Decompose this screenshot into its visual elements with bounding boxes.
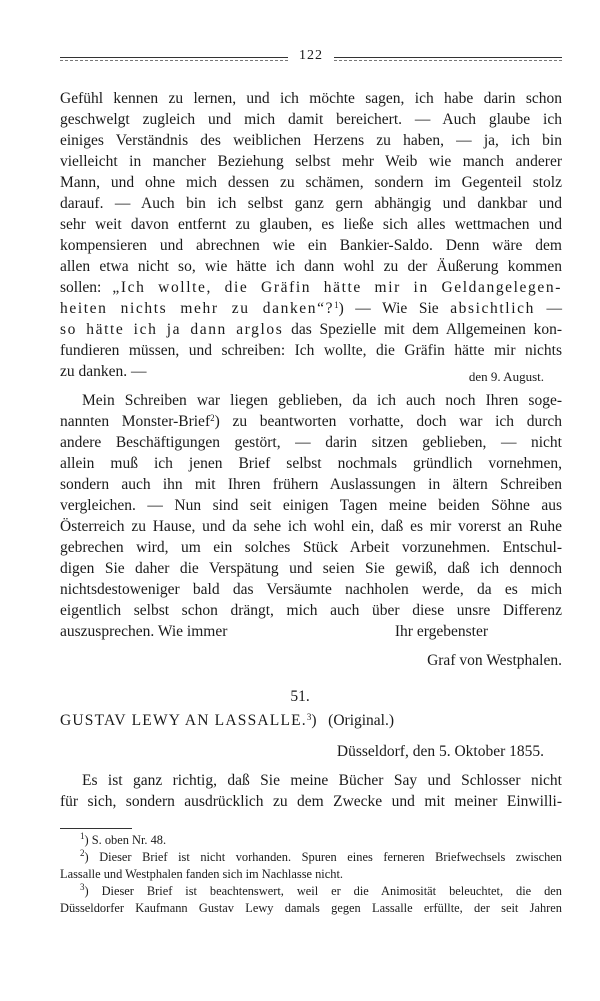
footnote-mark: 2 (80, 848, 85, 858)
paragraph-continuation (60, 88, 562, 382)
text-run: das Spezielle mit dem Allgemeinen kon- (283, 321, 562, 338)
paragraph-2 (60, 390, 562, 642)
text-line: sondern auch ihn mit Ihren frühern Auslassungen in ältern Schreiben (60, 476, 562, 493)
footnote-line: Lassalle und Westphalen fanden sich im Nachlasse nicht. (60, 867, 343, 881)
text-line: Gefühl kennen zu lernen, und ich möchte sagen, ich habe darin schon (60, 90, 562, 107)
footnote-line: $^1$) S. oben Nr. 48. (80, 831, 167, 847)
text-line: allein muß ich jenen Brief selbst nochmals gründlich vornehmen, (60, 455, 562, 472)
footnote-text: Dieser Brief ist nicht vorhanden. Spuren eines ferneren Briefwechsels zwischen (99, 850, 562, 864)
footnote-line: $^2$) Dieser Brief ist nicht vorhanden. Spuren eines ferneren Briefwechsels zwischen (80, 848, 562, 864)
text-line: andere Beschäftigungen gestört, — darin sitzen geblieben, — nicht (60, 434, 562, 451)
letter-number: 51. (290, 688, 310, 705)
text-line: darauf. — Auch bin ich selbst ganz gern abhängig und dankbar und (60, 195, 562, 212)
text-line (60, 277, 562, 298)
footnote-text: Dieser Brief ist beachtenswert, weil er die Animosität beleuchtet, die den (101, 884, 562, 898)
text-line (60, 411, 562, 432)
text-line: sehr weit davon entfernt zu glauben, es ließe sich alles wettmachen und (60, 216, 562, 233)
spaced-quote: „Ich wollte, die Gräfin hätte mir in Geldangelegen- (112, 279, 562, 296)
text-line: allen etwa nicht so, wie hätte ich dann wohl zu der Äußerung kommen (60, 258, 562, 275)
text-line (60, 319, 562, 340)
text-line: eigentlich selbst schon drängt, mich auch über diese unsre Differenz (60, 602, 562, 619)
text-line: vergleichen. — Nun sind seit einigen Tagen meine beiden Söhne aus (60, 497, 562, 514)
text-line: digen Sie daher die Verspätung und seien Sie gewiß, daß ich dennoch (60, 560, 562, 577)
header-rule-right (334, 57, 562, 58)
footnote-ref[interactable]: 3 (306, 712, 312, 722)
text-run: sollen: (60, 279, 113, 296)
text-line: einiges Verständnis des weiblichen Herzens zu haben, — ja, ich bin (60, 132, 562, 149)
text-run: ) (311, 712, 317, 729)
footnote-ref[interactable]: 1 (334, 300, 339, 310)
text-run: ) — Wie Sie (338, 300, 451, 317)
text-line: nichtsdestoweniger bald das Versäumte nachholen werde, da es mich (60, 581, 562, 598)
header-rule-right-dashed (334, 60, 562, 61)
letter-heading (60, 712, 394, 730)
text-line: Mein Schreiben war liegen geblieben, da ich auch noch Ihren soge- (82, 392, 562, 409)
footnote-ref[interactable]: 2 (210, 413, 215, 423)
letter-title: GUSTAV LEWY AN LASSALLE. (60, 712, 307, 729)
spaced-word: absichtlich (450, 300, 535, 317)
letter-title-note: (Original.) (328, 712, 395, 729)
footnote-text: S. oben Nr. 48. (91, 833, 167, 847)
place-date: Düsseldorf, den 5. Oktober 1855. (336, 743, 544, 760)
spaced-quote: heiten nichts mehr zu danken“? (60, 300, 335, 317)
text-line: für sich, sondern ausdrücklich zu dem Zwecke und mit meiner Einwilli- (60, 793, 562, 810)
text-line: fundieren müssen, und schreiben: Ich wollte, die Gräfin hätte mir nichts (60, 342, 562, 359)
text-line: auszusprechen. Wie immer (60, 623, 228, 640)
date-line: den 9. August. (468, 369, 544, 384)
text-run: zu beantworten vorhatte, doch war ich durch (232, 413, 562, 430)
paragraph-3 (60, 770, 562, 812)
text-line: Österreich zu Hause, und da sehe ich wohl ein, daß es mir vorerst an Ruhe (60, 518, 562, 535)
footnote-3 (60, 883, 562, 917)
spaced-word: arglos (236, 321, 284, 338)
footnote-mark: 1 (80, 831, 85, 841)
text-line: vielleicht in mancher Beziehung selbst mehr Weib wie manch anderer (60, 153, 562, 170)
text-line: gebrechen wird, um ein solches Stück Arbeit vorzunehmen. Entschul- (60, 539, 562, 556)
closing-formula: Ihr ergebenster (394, 623, 488, 640)
footnote-1 (60, 832, 562, 849)
footnote-line: Düsseldorfer Kaufmann Gustav Lewy damals gegen Lassalle erfüllte, der seit Jahren (60, 901, 562, 915)
text-line: geschwelgt zugleich und mich damit bereichert. — Auch glaube ich (60, 111, 562, 128)
text-line: zu danken. — (60, 363, 147, 380)
text-line (60, 298, 562, 319)
footnote-2 (60, 849, 562, 883)
footnote-mark: 3 (80, 882, 85, 892)
text-line: Es ist ganz richtig, daß Sie meine Bücher Say und Schlosser nicht (82, 772, 562, 789)
footnote-line: $^3$) Dieser Brief ist beachtenswert, weil er die Animosität beleuchtet, die den (80, 882, 562, 898)
running-header (60, 50, 562, 66)
text-run: nannten Monster-Brief (60, 413, 211, 430)
spaced-word: so hätte ich ja dann (60, 321, 237, 338)
signature: Graf von Westphalen. (427, 652, 562, 669)
text-line: kompensieren und abrechnen wie ein Bankier-Saldo. Denn wäre dem (60, 237, 562, 254)
text-run: ) (214, 413, 233, 430)
page-number: 122 (299, 48, 323, 63)
footnote-rule (60, 828, 132, 829)
text-line: Mann, und ohne mich dessen zu schämen, sondern im Gegenteil stolz (60, 174, 562, 191)
text-run: — (534, 300, 562, 317)
